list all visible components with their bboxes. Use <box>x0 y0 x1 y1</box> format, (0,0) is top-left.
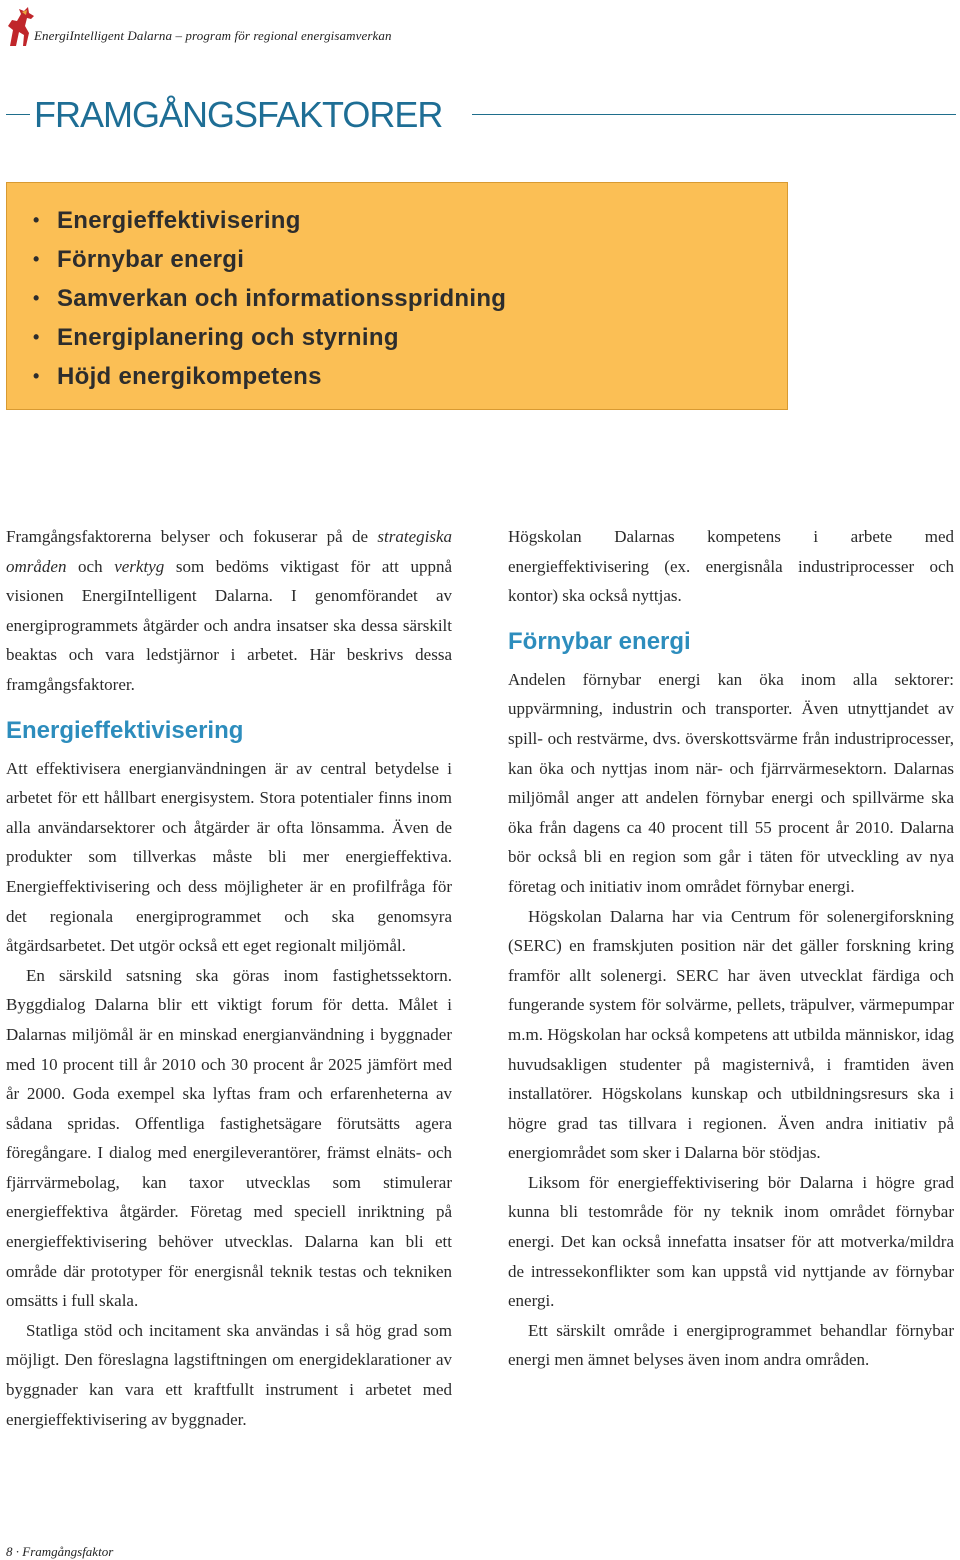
body-paragraph: Liksom för energieffektivisering bör Dalarna i högre grad kunna bli testområde för ny teknik inom området förnybar energi. Det kan också innefatta insatser för att motverka/mildra de intressekonflikter som kan uppstå vid nyttjande av förnybar energi. <box>508 1172 954 1311</box>
bullet-icon: • <box>33 327 40 347</box>
running-header: EnergiIntelligent Dalarna – program för regional energisamverkan <box>34 28 392 43</box>
bullet-icon: • <box>33 288 40 308</box>
title-rule-right <box>472 114 956 115</box>
right-column <box>508 522 954 1375</box>
list-item: • Energieffektivisering <box>33 201 506 240</box>
title-rule-left <box>6 114 30 115</box>
body-paragraph: Ett särskilt område i energiprogrammet behandlar förnybar energi men ämnet belyses även inom andra områden. <box>508 1320 954 1370</box>
list-item: • Förnybar energi <box>33 240 506 279</box>
bullet-icon: • <box>33 366 40 386</box>
left-column <box>6 522 452 1434</box>
body-paragraph: Statliga stöd och incitament ska användas i så hög grad som möjligt. Den föreslagna lagstiftningen om energideklarationer av byggnader kan vara ett kraftfullt instrument i arbetet med energieffektivisering av byggnader. <box>6 1320 452 1429</box>
bullet-icon: • <box>33 249 40 269</box>
body-paragraph: En särskild satsning ska göras inom fastighetssektorn. Byggdialog Dalarna blir ett viktigt forum för detta. Målet i Dalarnas miljömål är en minskad energianvändning i byggnader med 10 procent till år 2010 och 30 procent år 2025 jämfört med år 2000. Goda exempel ska lyftas fram och erfarenheterna av sådana spridas. Offentliga fastighetsägare förutsätts agera föregångare. I dialog med energileverantörer, främst elnäts- och fjärrvärmebolag, kan taxor utvecklas som stimulerar energieffektiva åtgärder. Företag med speciell inriktning på energieffektivisering behöver utvecklas. Dalarna kan bli ett område där prototyper för energisnål teknik testas och tekniken omsätts i full skala. <box>6 965 452 1311</box>
success-factors-box <box>6 182 788 410</box>
dalahorse-logo-icon <box>4 6 36 48</box>
list-item: • Energiplanering och styrning <box>33 318 506 357</box>
page-footer: 8 · Framgångsfaktor <box>6 1544 114 1559</box>
body-paragraph: Högskolan Dalarnas kompetens i arbete med energieffektivisering (ex. energisnåla industriprocesser och kontor) ska också nyttjas. <box>508 527 954 606</box>
section-heading-renewable-energy: Förnybar energi <box>508 627 691 655</box>
list-item: • Höjd energikompetens <box>33 357 506 396</box>
success-factors-list <box>33 201 506 396</box>
intro-paragraph: Framgångsfaktorerna belyser och fokuserar på de strategiska områden och verktyg som bedöms viktigast för att uppnå visionen EnergiIntelligent Dalarna. I genomförandet av energiprogrammets åtgärder och andra insatser ska dessa särskilt beaktas och vara ledstjärnor i arbetet. Här beskrivs dessa framgångsfaktorer. <box>6 527 453 694</box>
list-item: • Samverkan och informationsspridning <box>33 279 506 318</box>
section-heading-energy-efficiency: Energieffektivisering <box>6 716 244 744</box>
body-paragraph: Andelen förnybar energi kan öka inom alla sektorer: uppvärmning, industrin och transporter. Även utnyttjandet av spill- och restvärme, dvs. överskottsvärme från industriprocesser, kan öka och nyttjas inom när- och fjärrvärmesektorn. Dalarnas miljömål anger att andelen förnybar energi och spillvärme ska öka från dagens ca 40 procent till 55 procent år 2010. Dalarna bör också bli en region som går i täten för utveckling av nya företag och initiativ inom området förnybar energi. <box>508 669 954 896</box>
body-paragraph: Högskolan Dalarna har via Centrum för solenergiforskning (SERC) en framskjuten position när det gäller forskning kring framför allt solenergi. SERC har även utvecklat färdiga och fungerande system för solvärme, pellets, träpulver, värmepumpar m.m. Högskolan har också kompetens att utbilda människor, idag huvudsakligen studenter på magisternivå, i framtiden även installatörer. Högskolans kunskap och utbildningsresurs ska i högre grad tas tillvara i regionen. Även andra initiativ på energiområdet som sker i Dalarna bör stödjas. <box>508 906 954 1163</box>
bullet-icon: • <box>33 210 40 230</box>
page-title: FRAMGÅNGSFAKTORER <box>34 94 443 135</box>
body-paragraph: Att effektivisera energianvändningen är av central betydelse i arbetet för ett hållbart energisystem. Stora potentialer finns inom alla användarsektorer och åtgärder är ofta lönsamma. Även de produkter som tillverkas måste bli mer energieffektiva. Energieffektivisering och dess möjligheter är en profilfråga för det regionala energiprogrammet och ska genomsyra åtgärdsarbetet. Det utgör också ett eget regionalt miljömål. <box>6 758 452 956</box>
